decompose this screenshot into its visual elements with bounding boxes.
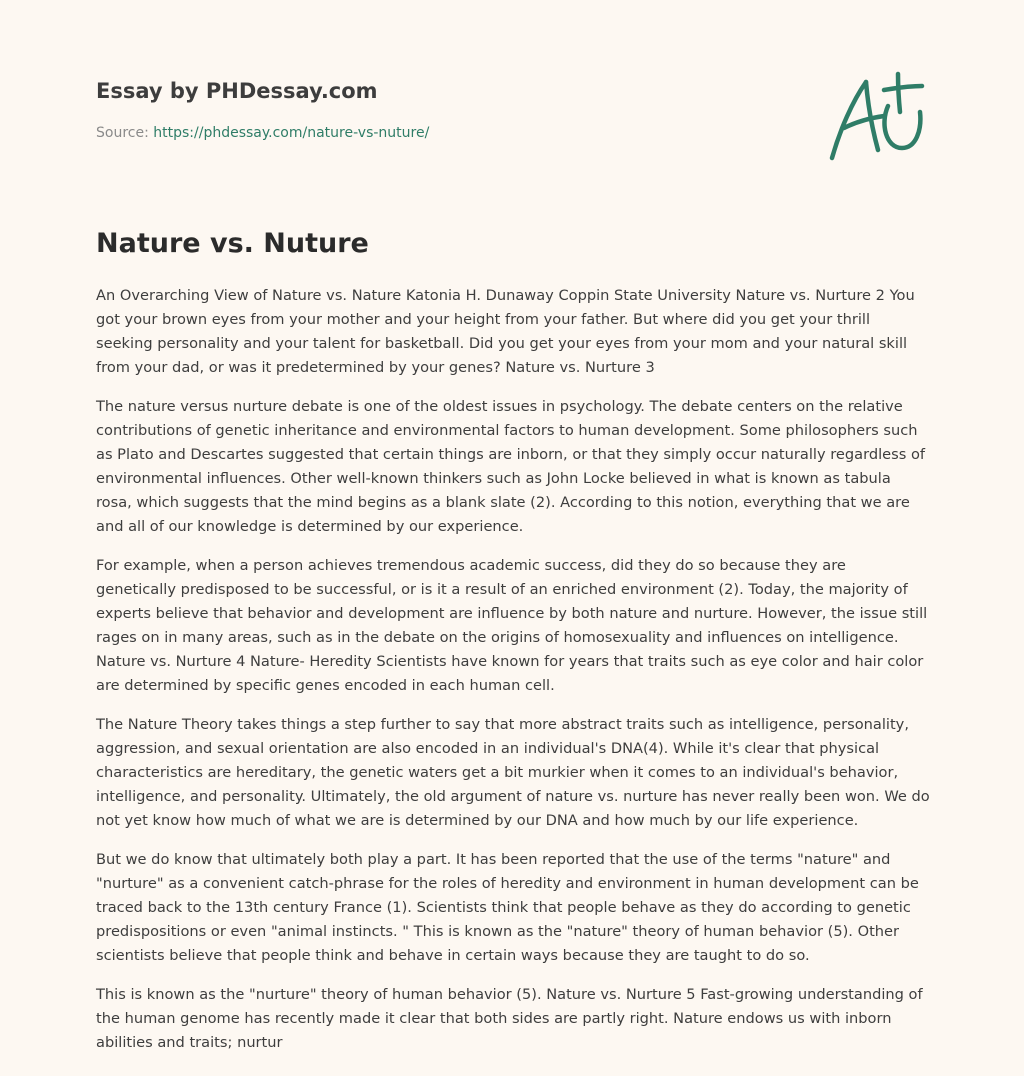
a-plus-logo-icon [822, 68, 926, 164]
essay-paragraph: The Nature Theory takes things a step further to say that more abstract traits such as intelligence, personality, aggression, and sexual orientation are also encoded in an individual's DNA(4). While it's clear that physical characteristics are hereditary, the genetic waters get a bit murkier when it comes to an individual's behavior, intelligence, and personality. Ultimately, the old argument of nature vs. nurture has never really been won. We do not yet know how much of what we are is determined by our DNA and how much by our life experience. [96, 716, 930, 829]
source-link[interactable]: https://phdessay.com/nature-vs-nuture/ [153, 125, 430, 141]
essay-paragraph: An Overarching View of Nature vs. Nature Katonia H. Dunaway Coppin State University Nature vs. Nurture 2 You got your brown eyes from your mother and your height from your father. But where did you get your thrill seeking personality and your talent for basketball. Did you get your eyes from your mom and your natural skill from your dad, or was it predetermined by your genes? Nature vs. Nurture 3 [96, 287, 915, 376]
essay-body [96, 284, 930, 1070]
source-label: Source: [96, 125, 154, 141]
essay-paragraph: This is known as the "nurture" theory of human behavior (5). Nature vs. Nurture 5 Fast-growing understanding of the human genome has recently made it clear that both sides are partly right. Nature endows us with inborn abilities and traits; nurtur [96, 986, 923, 1051]
essay-paragraph: But we do know that ultimately both play a part. It has been reported that the use of the terms "nature" and "nurture" as a convenient catch-phrase for the roles of heredity and environment in human development can be traced back to the 13th century France (1). Scientists think that people behave as they do according to genetic predispositions or even "animal instincts. " This is known as the "nature" theory of human behavior (5). Other scientists believe that people think and behave in certain ways because they are taught to do so. [96, 851, 919, 964]
essay-title: Nature vs. Nuture [96, 228, 369, 259]
site-title: Essay by PHDessay.com [96, 79, 378, 103]
essay-paragraph: For example, when a person achieves tremendous academic success, did they do so because they are genetically predisposed to be successful, or is it a result of an enriched environment (2). Today, the majority of experts believe that behavior and development are influence by both nature and nurture. However, the issue still rages on in many areas, such as in the debate on the origins of homosexuality and influences on intelligence. Nature vs. Nurture 4 Nature- Heredity Scientists have known for years that traits such as eye color and hair color are determined by specific genes encoded in each human cell. [96, 557, 928, 694]
page-header [96, 78, 928, 178]
essay-paragraph: The nature versus nurture debate is one of the oldest issues in psychology. The debate centers on the relative contributions of genetic inheritance and environmental factors to human development. Some philosophers such as Plato and Descartes suggested that certain things are inborn, or that they simply occur naturally regardless of environmental influences. Other well-known thinkers such as John Locke believed in what is known as tabula rosa, which suggests that the mind begins as a blank slate (2). According to this notion, everything that we are and all of our knowledge is determined by our experience. [96, 398, 926, 535]
source-line [96, 124, 429, 142]
